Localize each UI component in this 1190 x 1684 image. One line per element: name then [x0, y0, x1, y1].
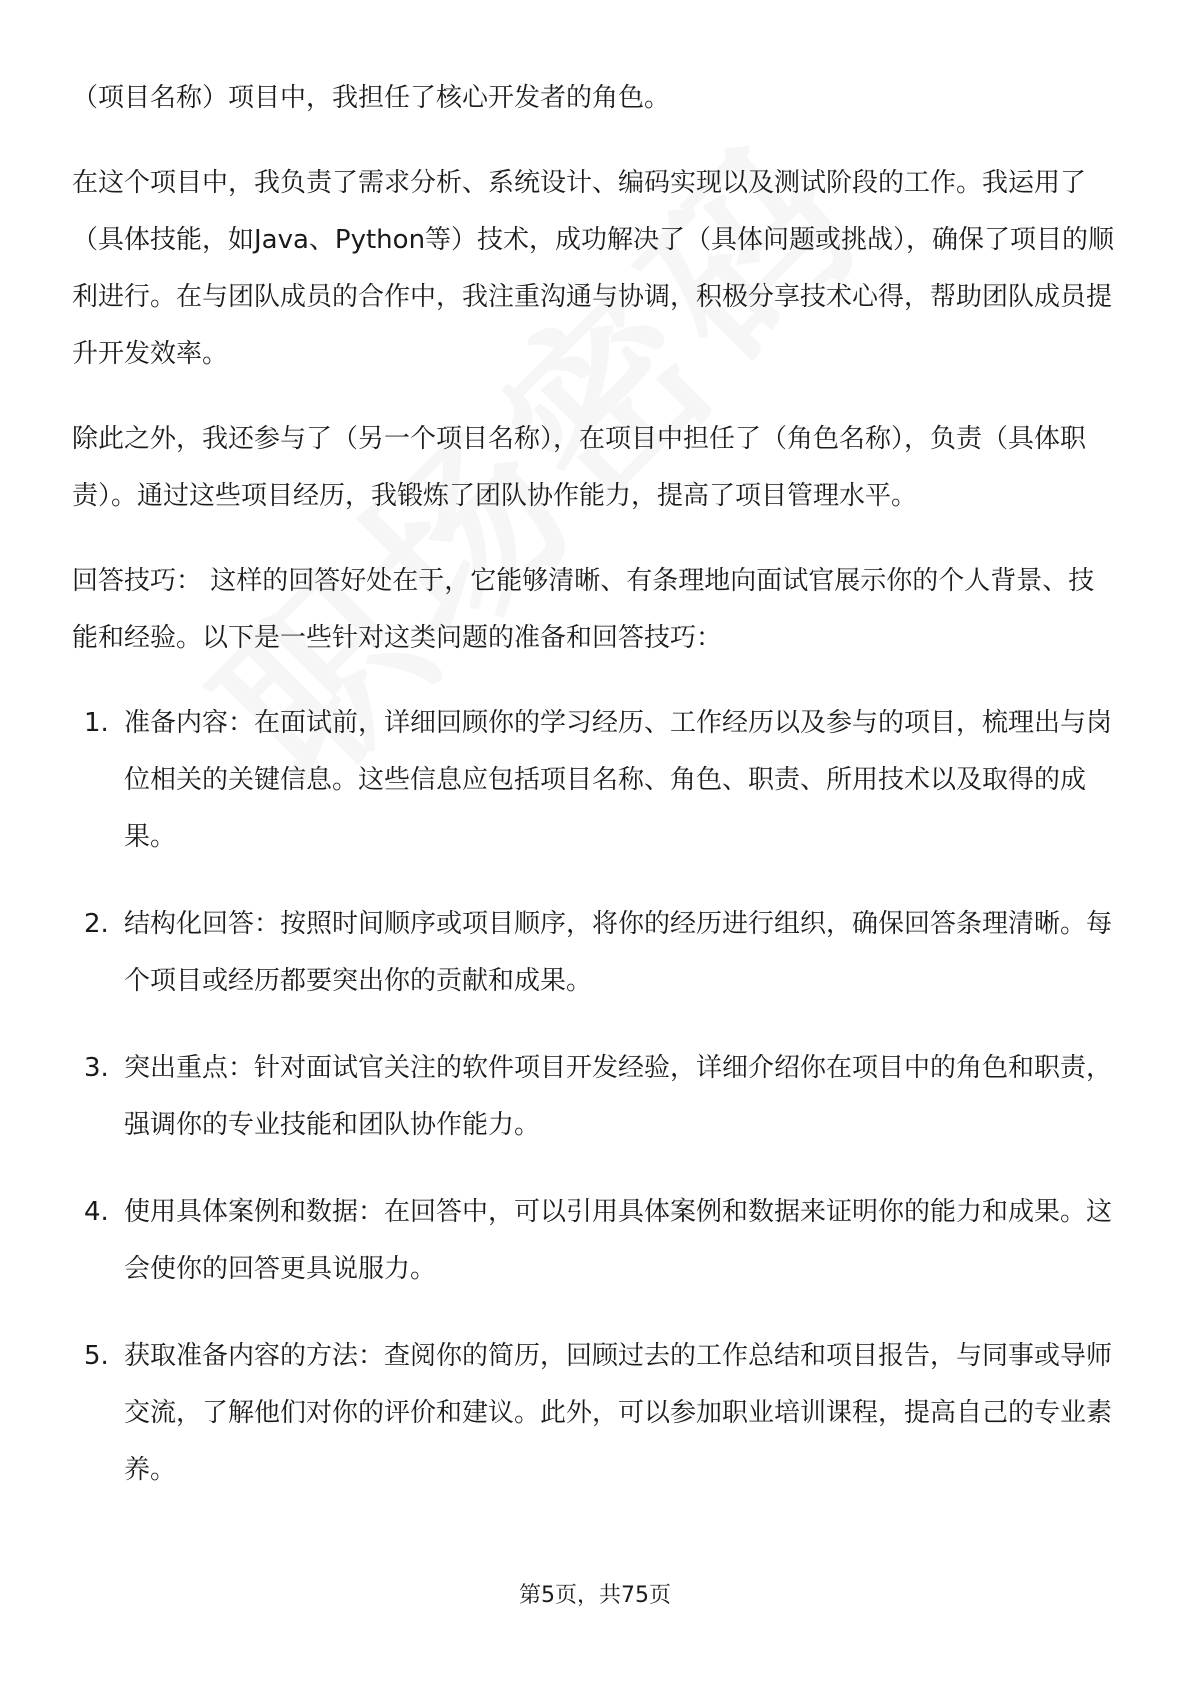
paragraph-role: （项目名称）项目中，我担任了核心开发者的角色。	[72, 83, 671, 113]
list-item	[72, 1184, 1118, 1298]
list-item-number: 3.	[84, 1053, 109, 1083]
page-number: 第5页，共75页	[519, 1583, 671, 1608]
list-item-text: 获取准备内容的方法：查阅你的简历，回顾过去的工作总结和项目报告，与同事或导师交流，了解他们对你的评价和建议。此外，可以参加职业培训课程，提高自己的专业素养。	[124, 1341, 1113, 1485]
paragraph-answer-tips: 回答技巧： 这样的回答好处在于，它能够清晰、有条理地向面试官展示你的个人背景、技能和经验。以下是一些针对这类问题的准备和回答技巧：	[72, 566, 1095, 653]
list-item-number: 4.	[84, 1197, 109, 1227]
list-item-text: 准备内容：在面试前，详细回顾你的学习经历、工作经历以及参与的项目，梳理出与岗位相关的关键信息。这些信息应包括项目名称、角色、职责、所用技术以及取得的成果。	[124, 708, 1113, 852]
list-item-text: 使用具体案例和数据：在回答中，可以引用具体案例和数据来证明你的能力和成果。这会使你的回答更具说服力。	[124, 1197, 1113, 1284]
paragraph-other-project: 除此之外，我还参与了（另一个项目名称），在项目中担任了（角色名称），负责（具体职责）。通过这些项目经历，我锻炼了团队协作能力，提高了项目管理水平。	[72, 424, 1087, 511]
paragraph-responsibilities: 在这个项目中，我负责了需求分析、系统设计、编码实现以及测试阶段的工作。我运用了（具体技能，如Java、Python等）技术，成功解决了（具体问题或挑战），确保了项目的顺利进行。在与团队成员的合作中，我注重沟通与协调，积极分享技术心得，帮助团队成员提升开发效率。	[72, 168, 1115, 369]
document-body	[72, 70, 1118, 1529]
list-item-number: 1.	[84, 708, 109, 738]
list-item-number: 5.	[84, 1341, 109, 1371]
list-item	[72, 1328, 1118, 1499]
tips-list	[72, 695, 1118, 1499]
list-item-text: 突出重点：针对面试官关注的软件项目开发经验，详细介绍你在项目中的角色和职责，强调你的专业技能和团队协作能力。	[124, 1053, 1113, 1140]
list-item	[72, 1040, 1118, 1154]
list-item	[72, 695, 1118, 866]
list-item-number: 2.	[84, 909, 109, 939]
list-item	[72, 896, 1118, 1010]
list-item-text: 结构化回答：按照时间顺序或项目顺序，将你的经历进行组织，确保回答条理清晰。每个项目或经历都要突出你的贡献和成果。	[124, 909, 1113, 996]
